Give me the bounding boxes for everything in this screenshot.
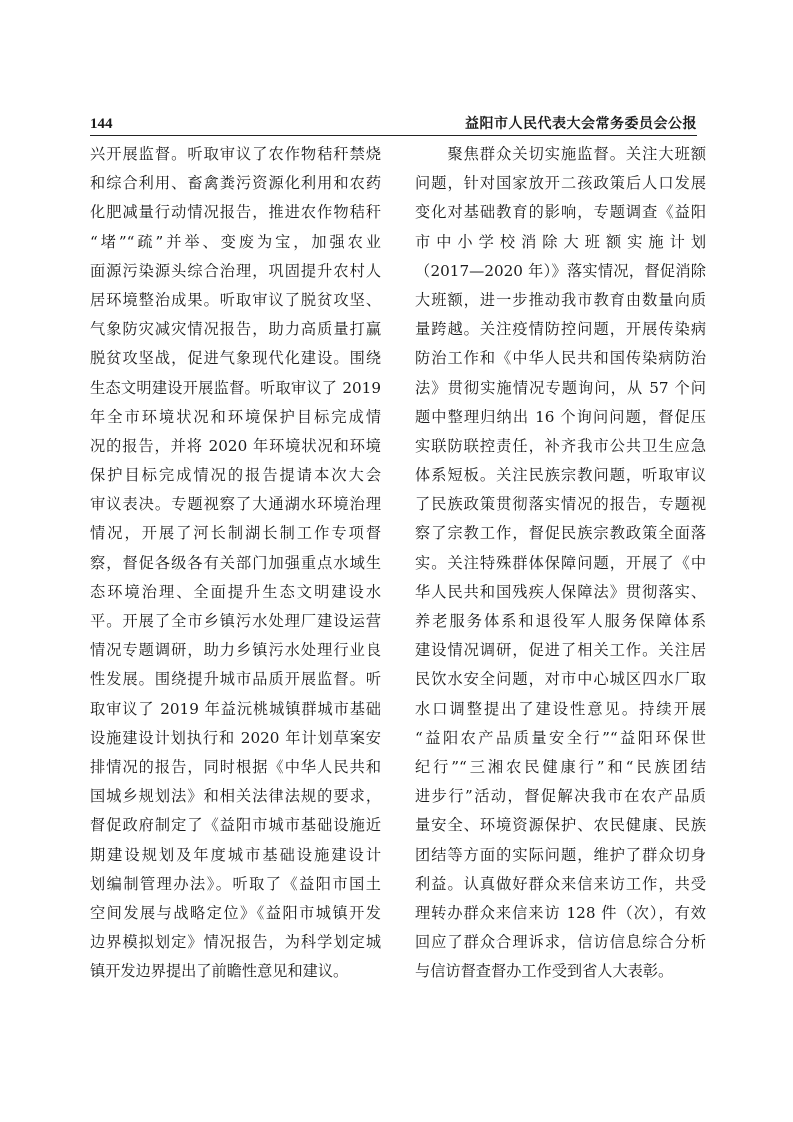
text-line: （2017—2020 年）》落实情况，督促消除 xyxy=(415,261,706,280)
text-line: “益阳农产品质量安全行”“益阳环保世 xyxy=(415,728,706,747)
text-line: 利益。认真做好群众来信来访工作，共受 xyxy=(415,874,706,893)
text-line: 问题，针对国家放开二孩政策后人口发展 xyxy=(415,174,706,193)
header-rule xyxy=(90,135,697,136)
text-line: 大班额，进一步推动我市教育由数量向质 xyxy=(415,290,706,309)
text-line: 变化对基础教育的影响，专题调查《益阳 xyxy=(415,203,706,222)
text-line: 养老服务体系和退役军人服务保障体系 xyxy=(415,612,706,630)
text-line: 华人民共和国残疾人保障法》贯彻落实、 xyxy=(415,582,706,601)
text-line: 督促政府制定了《益阳市城市基础设施近 xyxy=(90,816,381,835)
text-line: 量安全、环境资源保护、农民健康、民族 xyxy=(415,816,706,835)
text-line: 体系短板。关注民族宗教问题，听取审议 xyxy=(415,466,706,485)
text-line: 纪行”“三湘农民健康行”和“民族团结 xyxy=(415,757,706,776)
text-line: 水口调整提出了建设性意见。持续开展 xyxy=(415,699,706,718)
text-line: 设施建设计划执行和 2020 年计划草案安 xyxy=(90,728,381,747)
text-line: 居环境整治成果。听取审议了脱贫攻坚、 xyxy=(90,290,381,309)
text-line: 团结等方面的实际问题，维护了群众切身 xyxy=(415,845,706,864)
text-line: 理转办群众来信来访 128 件（次），有效 xyxy=(415,903,706,922)
text-line: 脱贫攻坚战，促进气象现代化建设。围绕 xyxy=(90,349,381,368)
text-line: 法》贯彻实施情况专题询问，从 57 个问 xyxy=(415,378,706,397)
text-line: 期建设规划及年度城市基础设施建设计 xyxy=(90,845,381,864)
text-line: “堵”“疏”并举、变废为宝，加强农业 xyxy=(90,232,381,251)
text-line: 审议表决。专题视察了大通湖水环境治理 xyxy=(90,495,381,514)
text-line: 年全市环境状况和环境保护目标完成情 xyxy=(90,407,381,426)
text-line: 察了宗教工作，督促民族宗教政策全面落 xyxy=(415,524,706,543)
text-line: 化肥减量行动情况报告，推进农作物秸秆 xyxy=(90,203,381,222)
text-line: 性发展。围绕提升城市品质开展监督。听 xyxy=(90,670,381,689)
text-line: 态环境治理、全面提升生态文明建设水 xyxy=(90,582,381,601)
text-line: 边界模拟划定》情况报告，为科学划定城 xyxy=(90,933,381,952)
text-line: 量跨越。关注疫情防控问题，开展传染病 xyxy=(415,320,706,339)
text-line: 聚焦群众关切实施监督。关注大班额 xyxy=(415,145,706,163)
text-line: 察，督促各级各有关部门加强重点水域生 xyxy=(90,553,381,572)
text-line: 兴开展监督。听取审议了农作物秸秆禁烧 xyxy=(90,145,381,163)
text-line: 与信访督查督办工作受到省人大表彰。 xyxy=(415,962,674,981)
text-line: 情况，开展了河长制湖长制工作专项督 xyxy=(90,524,381,543)
text-line: 民饮水安全问题，对市中心城区四水厂取 xyxy=(415,670,706,689)
text-line: 防治工作和《中华人民共和国传染病防治 xyxy=(415,349,706,368)
text-line: 题中整理归纳出 16 个询问问题，督促压 xyxy=(415,407,706,426)
text-line: 情况专题调研，助力乡镇污水处理行业良 xyxy=(90,641,381,660)
text-line: 平。开展了全市乡镇污水处理厂建设运营 xyxy=(90,612,381,630)
text-line: 生态文明建设开展监督。听取审议了 2019 xyxy=(90,378,381,397)
text-line: 了民族政策贯彻落实情况的报告，专题视 xyxy=(415,495,706,514)
text-line: 市中小学校消除大班额实施计划 xyxy=(415,232,706,251)
text-line: 况的报告，并将 2020 年环境状况和环境 xyxy=(90,436,381,455)
journal-title: 益阳市人民代表大会常务委员会公报 xyxy=(465,116,697,132)
text-line: 镇开发边界提出了前瞻性意见和建议。 xyxy=(90,962,349,981)
text-line: 划编制管理办法》。听取了《益阳市国土 xyxy=(90,874,381,893)
right-text-column xyxy=(415,140,706,986)
text-line: 取审议了 2019 年益沅桃城镇群城市基础 xyxy=(90,699,381,718)
text-line: 空间发展与战略定位》《益阳市城镇开发 xyxy=(90,903,381,922)
text-line: 和综合利用、畜禽粪污资源化利用和农药 xyxy=(90,174,381,193)
text-line: 保护目标完成情况的报告提请本次大会 xyxy=(90,466,381,485)
left-text-column xyxy=(90,140,381,986)
text-line: 实联防联控责任，补齐我市公共卫生应急 xyxy=(415,436,706,455)
text-line: 进步行”活动，督促解决我市在农产品质 xyxy=(415,787,706,806)
page-header xyxy=(90,114,697,136)
text-line: 建设情况调研，促进了相关工作。关注居 xyxy=(415,641,706,660)
page-number: 144 xyxy=(90,116,113,132)
text-line: 面源污染源头综合治理，巩固提升农村人 xyxy=(90,261,381,280)
text-line: 实。关注特殊群体保障问题，开展了《中 xyxy=(415,553,706,572)
text-line: 国城乡规划法》和相关法律法规的要求， xyxy=(90,787,381,806)
text-line: 排情况的报告，同时根据《中华人民共和 xyxy=(90,757,381,776)
text-line: 回应了群众合理诉求，信访信息综合分析 xyxy=(415,933,706,952)
text-line: 气象防灾减灾情况报告，助力高质量打赢 xyxy=(90,320,381,339)
